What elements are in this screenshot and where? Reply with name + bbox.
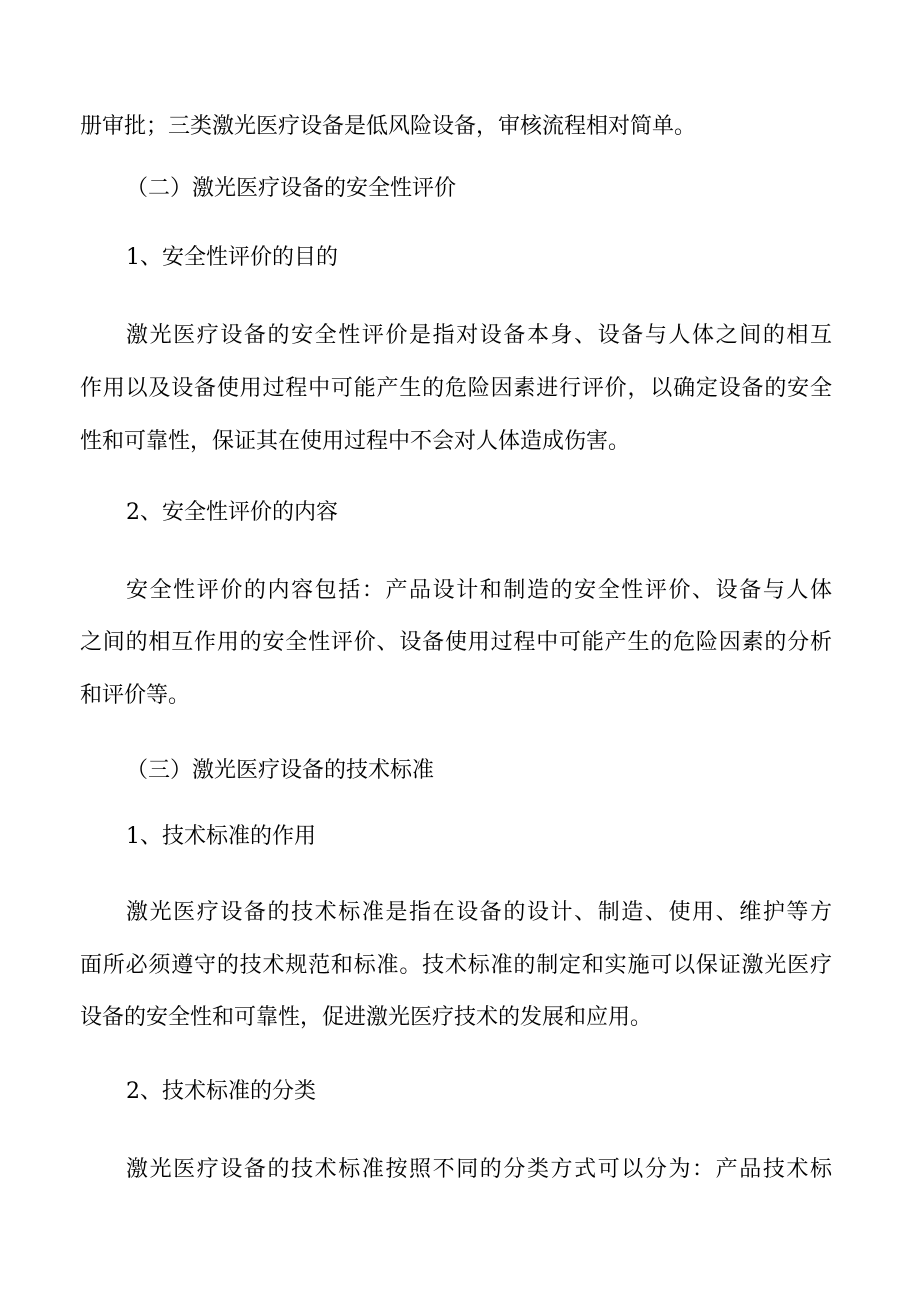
paragraph-line: 激光医疗设备的技术标准是指在设备的设计、制造、使用、维护等方 <box>126 900 832 925</box>
subsection-heading: 2、技术标准的分类 <box>126 1079 316 1104</box>
paragraph-line: 激光医疗设备的技术标准按照不同的分类方式可以分为：产品技术标 <box>126 1157 832 1182</box>
subsection-heading: 1、安全性评价的目的 <box>126 245 338 270</box>
paragraph-line: 安全性评价的内容包括：产品设计和制造的安全性评价、设备与人体 <box>126 578 832 603</box>
paragraph-line: 性和可靠性，保证其在使用过程中不会对人体造成伤害。 <box>80 429 631 454</box>
section-heading: （三）激光医疗设备的技术标准 <box>126 758 435 783</box>
paragraph-line: 面所必须遵守的技术规范和标准。技术标准的制定和实施可以保证激光医疗 <box>80 953 832 978</box>
paragraph-line: 设备的安全性和可靠性，促进激光医疗技术的发展和应用。 <box>80 1005 653 1030</box>
paragraph-line: 之间的相互作用的安全性评价、设备使用过程中可能产生的危险因素的分析 <box>80 630 832 655</box>
paragraph-line: 册审批；三类激光医疗设备是低风险设备，审核流程相对简单。 <box>80 114 697 139</box>
paragraph-line: 作用以及设备使用过程中可能产生的危险因素进行评价，以确定设备的安全 <box>80 376 832 401</box>
paragraph-line: 和评价等。 <box>80 683 191 708</box>
section-heading: （二）激光医疗设备的安全性评价 <box>126 176 457 201</box>
paragraph-line: 激光医疗设备的安全性评价是指对设备本身、设备与人体之间的相互 <box>126 323 832 348</box>
subsection-heading: 2、安全性评价的内容 <box>126 500 338 525</box>
subsection-heading: 1、技术标准的作用 <box>126 824 316 849</box>
